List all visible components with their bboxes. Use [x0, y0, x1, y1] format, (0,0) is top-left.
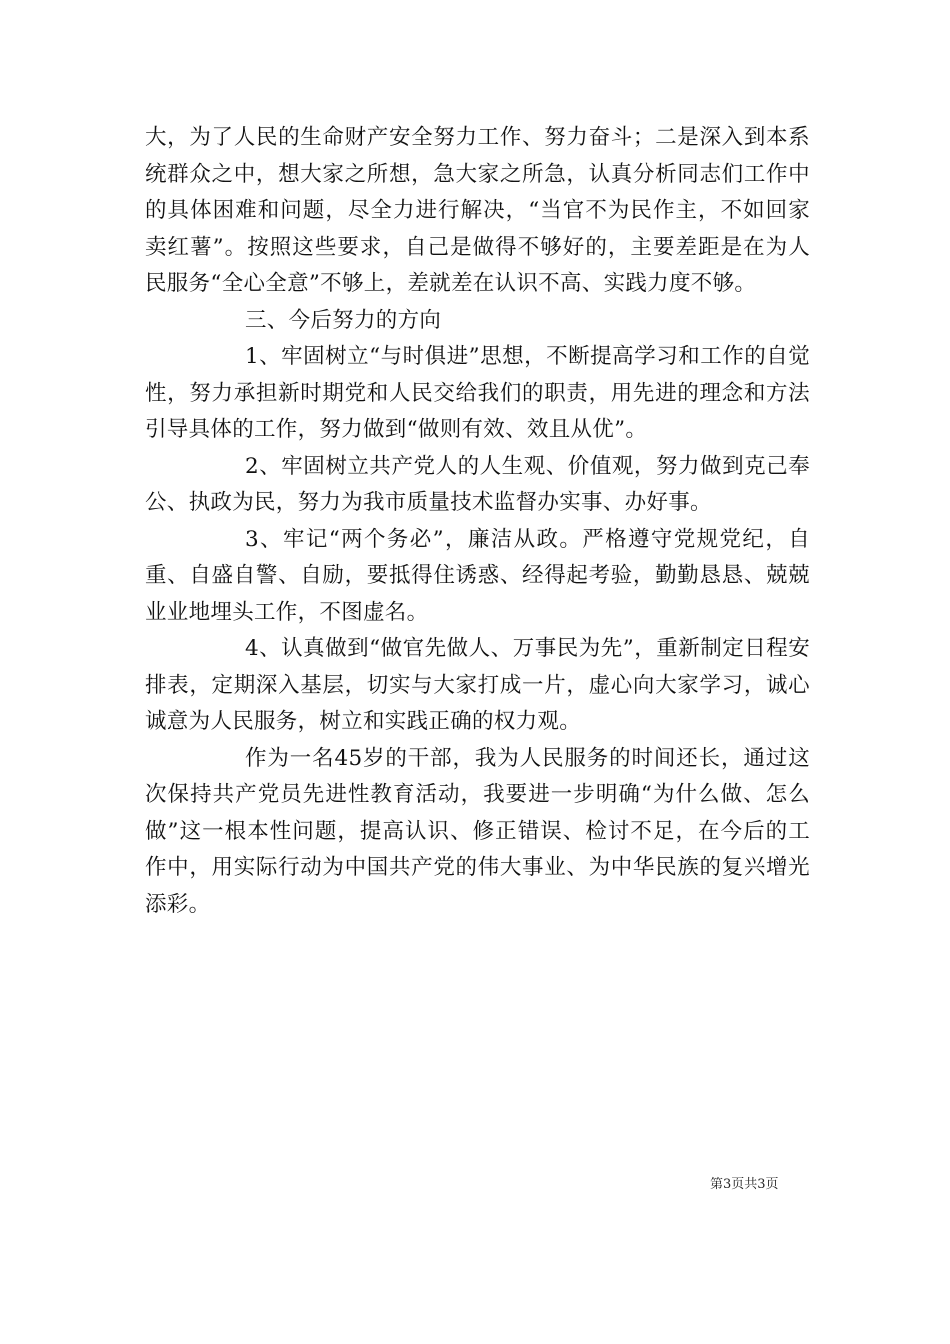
section-heading: 三、今后努力的方向 — [245, 307, 442, 333]
list-item-3: 3、牢记“两个务必”，廉洁从政。严格遵守党规党纪，自重、自盛自警、自励，要抵得住诱惑、经得起考验，勤勤恳恳、兢兢业业地埋头工作，不图虚名。 — [145, 526, 810, 625]
page-number-footer: 第3页共3页 — [710, 1177, 779, 1192]
list-item-4: 4、认真做到“做官先做人、万事民为先”，重新制定日程安排表，定期深入基层，切实与大家打成一片，虚心向大家学习，诚心诚意为人民服务，树立和实践正确的权力观。 — [145, 636, 810, 734]
closing-paragraph: 作为一名45岁的干部，我为人民服务的时间还长，通过这次保持共产党员先进性教育活动，我要进一步明确“为什么做、怎么做”这一根本性问题，提高认识、修正错误、检讨不足，在今后的工作中，用实际行动为中国共产党的伟大事业、为中华民族的复兴增光添彩。 — [145, 745, 810, 917]
list-item-2: 2、牢固树立共产党人的人生观、价值观，努力做到克己奉公、执政为民，努力为我市质量技术监督办实事、办好事。 — [145, 453, 810, 515]
list-item-1: 1、牢固树立“与时俱进”思想，不断提高学习和工作的自觉性，努力承担新时期党和人民交给我们的职责，用先进的理念和方法引导具体的工作，努力做到“做则有效、效且从优”。 — [145, 344, 810, 442]
document-body — [145, 120, 810, 923]
paragraph-continuation: 大，为了人民的生命财产安全努力工作、努力奋斗；二是深入到本系统群众之中，想大家之所想，急大家之所急，认真分析同志们工作中的具体困难和问题，尽全力进行解决，“当官不为民作主，不如回家卖红薯”。按照这些要求，自己是做得不够好的，主要差距是在为人民服务“全心全意”不够上，差就差在认识不高、实践力度不够。 — [145, 125, 810, 296]
